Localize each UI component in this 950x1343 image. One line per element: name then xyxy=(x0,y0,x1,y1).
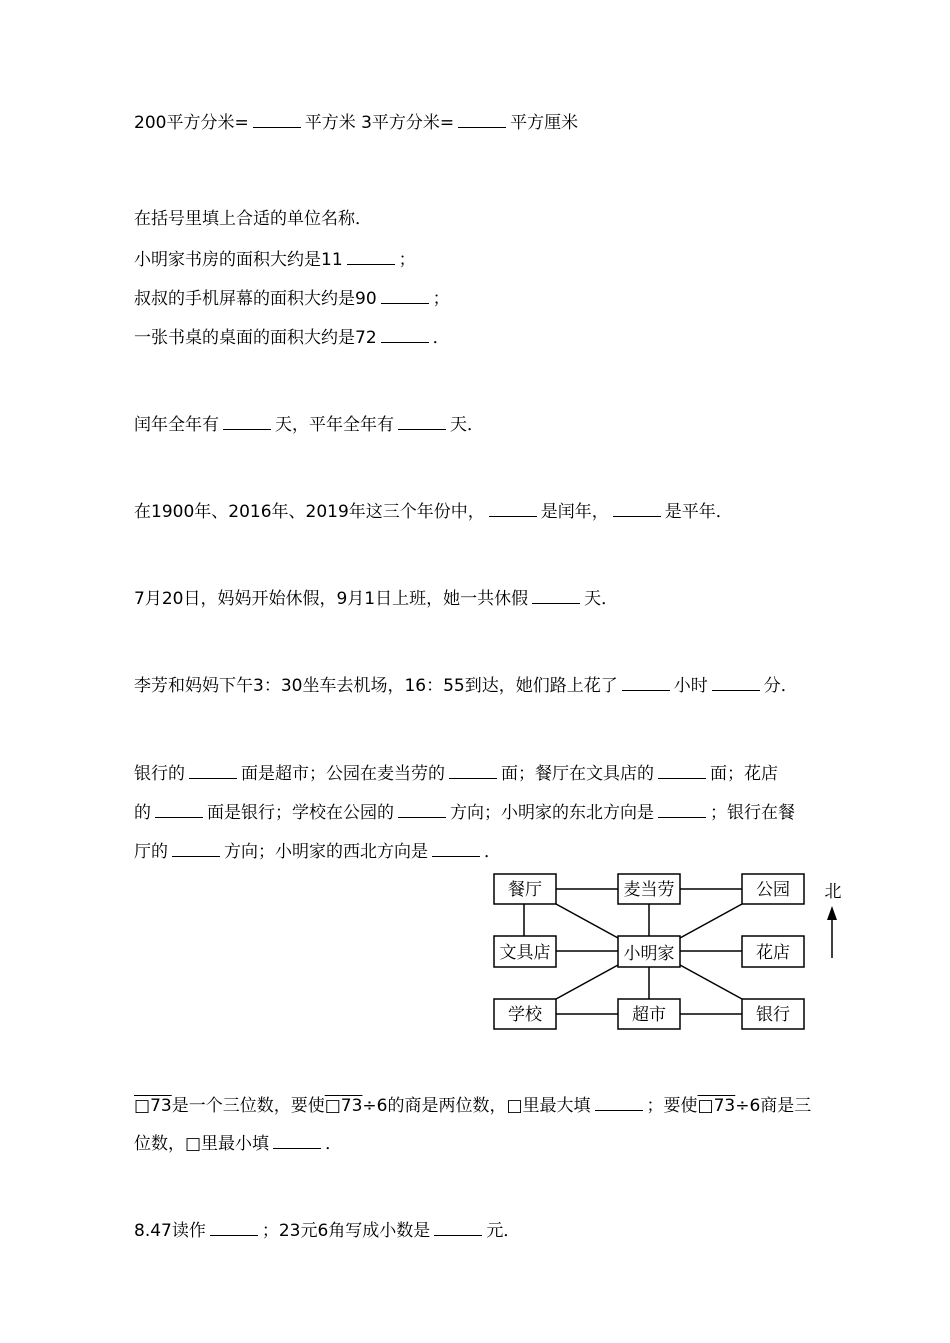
answer-blank[interactable] xyxy=(658,761,706,779)
answer-blank[interactable] xyxy=(458,110,506,128)
map-label-maidanglao: 麦当劳 xyxy=(623,880,675,900)
q2-text: 叔叔的手机屏幕的面积大约是90 xyxy=(134,289,377,309)
q8-text: ． xyxy=(325,1134,343,1154)
question-area-conversion xyxy=(134,110,578,134)
answer-blank[interactable] xyxy=(381,286,429,304)
q7-text: 面；花店 xyxy=(710,764,778,784)
direction-map-diagram xyxy=(490,868,860,1033)
q5-text: 7月20日，妈妈开始休假，9月1日上班，她一共休假 xyxy=(134,589,529,609)
answer-blank[interactable] xyxy=(432,839,480,857)
q6-text: 李芳和妈妈下午3：30坐车去机场，16：55到达，她们路上花了 xyxy=(134,676,618,696)
map-connector xyxy=(556,904,618,938)
q2-line-3 xyxy=(134,325,450,349)
answer-blank[interactable] xyxy=(622,673,670,691)
q8-box: □ xyxy=(134,1096,151,1116)
q9-text: 8.47读作 xyxy=(134,1221,206,1241)
answer-blank[interactable] xyxy=(434,1218,482,1236)
q7-line-2 xyxy=(134,800,795,824)
q7-line-1 xyxy=(134,761,778,785)
q8-text: ÷6商是三 xyxy=(735,1096,812,1116)
answer-blank[interactable] xyxy=(155,800,203,818)
q8-line-1 xyxy=(134,1093,811,1117)
question-leap-years xyxy=(134,499,733,523)
q7-text: ；银行在餐 xyxy=(710,803,795,823)
map-label-huadian: 花店 xyxy=(756,943,790,963)
q8-digits: 73 xyxy=(340,1096,363,1116)
answer-blank[interactable] xyxy=(381,325,429,343)
map-label-wenjudian: 文具店 xyxy=(499,943,551,963)
q8-digits: 73 xyxy=(713,1096,736,1116)
q7-text: 银行的 xyxy=(134,764,185,784)
answer-blank[interactable] xyxy=(273,1131,321,1149)
q3-text: 闰年全年有 xyxy=(134,415,219,435)
q7-text: 方向；小明家的东北方向是 xyxy=(450,803,654,823)
q4-text: 在1900年、2016年、2019年这三个年份中， xyxy=(134,502,485,522)
q3-text: 天，平年全年有 xyxy=(275,415,394,435)
answer-blank[interactable] xyxy=(210,1218,258,1236)
q7-text: 面是银行；学校在公园的 xyxy=(207,803,394,823)
q2-text: ． xyxy=(432,328,450,348)
q6-text: 分． xyxy=(763,676,798,696)
answer-blank[interactable] xyxy=(398,800,446,818)
q8-text: ；要使 xyxy=(646,1096,698,1116)
q7-text: 面是超市；公园在麦当劳的 xyxy=(241,764,445,784)
answer-blank[interactable] xyxy=(253,110,301,128)
q2-line-2 xyxy=(134,286,450,310)
answer-blank[interactable] xyxy=(658,800,706,818)
question-vacation-days xyxy=(134,586,618,610)
answer-blank[interactable] xyxy=(595,1093,643,1111)
q1-text-c: 平方厘米 xyxy=(510,113,579,133)
q8-text: ÷6的商是两位数，□里最大填 xyxy=(362,1096,591,1116)
north-arrow-head-icon xyxy=(827,906,837,920)
q4-text: 是闰年， xyxy=(540,502,609,522)
q4-text: 是平年． xyxy=(664,502,733,522)
q7-text: 的 xyxy=(134,803,151,823)
map-label-yinhang: 银行 xyxy=(756,1005,790,1025)
q2-text: ； xyxy=(398,250,416,270)
q1-text-b: 平方米 3平方分米= xyxy=(304,113,455,133)
q8-box: □ xyxy=(697,1096,714,1116)
question-travel-time xyxy=(134,673,798,697)
q1-text-a: 200平方分米= xyxy=(134,113,249,133)
q8-number xyxy=(325,1096,363,1116)
map-label-xuexiao: 学校 xyxy=(508,1005,542,1025)
q8-text: 位数，□里最小填 xyxy=(134,1134,270,1154)
map-label-chaoshi: 超市 xyxy=(632,1005,666,1025)
answer-blank[interactable] xyxy=(489,499,537,517)
q3-text: 天． xyxy=(450,415,484,435)
q8-box: □ xyxy=(324,1096,341,1116)
q8-number xyxy=(698,1096,736,1116)
q7-line-3 xyxy=(134,839,501,863)
q2-text: ； xyxy=(432,289,450,309)
q9-text: 元． xyxy=(486,1221,521,1241)
q9-text: ；23元6角写成小数是 xyxy=(261,1221,431,1241)
q7-text: 厅的 xyxy=(134,842,168,862)
map-connector xyxy=(680,965,742,999)
answer-blank[interactable] xyxy=(532,586,580,604)
map-label-canting: 餐厅 xyxy=(508,880,542,900)
map-label-gongyuan: 公园 xyxy=(756,880,790,900)
q2-line-1 xyxy=(134,247,416,271)
map-connector xyxy=(680,904,742,938)
q8-line-2 xyxy=(134,1131,342,1155)
answer-blank[interactable] xyxy=(712,673,760,691)
map-connector xyxy=(556,965,618,999)
answer-blank[interactable] xyxy=(449,761,497,779)
q8-text: 是一个三位数，要使 xyxy=(171,1096,325,1116)
q2-text: 小明家书房的面积大约是11 xyxy=(134,250,343,270)
answer-blank[interactable] xyxy=(189,761,237,779)
q7-text: 方向；小明家的西北方向是 xyxy=(224,842,428,862)
q7-text: ． xyxy=(484,842,501,862)
q5-text: 天． xyxy=(584,589,619,609)
answer-blank[interactable] xyxy=(172,839,220,857)
answer-blank[interactable] xyxy=(398,412,446,430)
q8-number xyxy=(134,1096,172,1116)
q6-text: 小时 xyxy=(673,676,708,696)
map-label-north: 北 xyxy=(824,882,842,902)
answer-blank[interactable] xyxy=(223,412,271,430)
map-label-xiaomingjia: 小明家 xyxy=(623,944,675,964)
q2-text: 一张书桌的桌面的面积大约是72 xyxy=(134,328,377,348)
q7-text: 面；餐厅在文具店的 xyxy=(501,764,654,784)
q8-digits: 73 xyxy=(150,1096,172,1116)
q2-intro: 在括号里填上合适的单位名称． xyxy=(134,209,372,229)
question-decimal-reading xyxy=(134,1218,520,1242)
answer-blank[interactable] xyxy=(347,247,395,265)
question-leap-year-days xyxy=(134,412,484,436)
answer-blank[interactable] xyxy=(613,499,661,517)
